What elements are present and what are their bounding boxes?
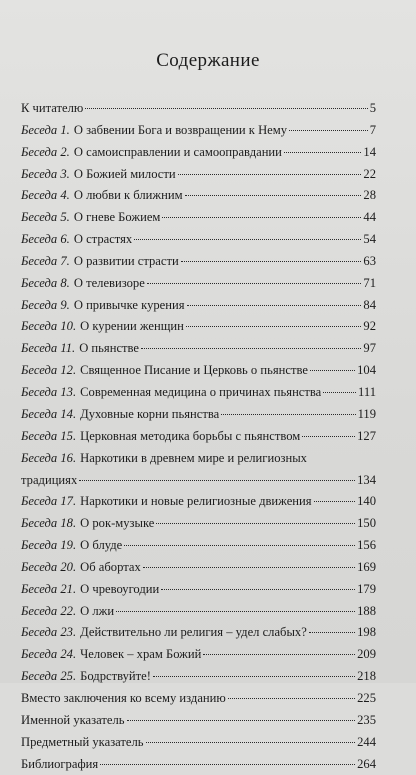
toc-entry-title: Священное Писание и Церковь о пьянстве — [80, 363, 308, 377]
toc-leader-dots — [302, 436, 355, 437]
toc-entry — [21, 163, 376, 185]
toc-entry — [21, 643, 376, 665]
toc-entry-page: 84 — [363, 298, 376, 312]
toc-entry — [21, 294, 376, 316]
toc-entry-title: О телевизоре — [73, 276, 145, 290]
toc-entry — [21, 447, 376, 491]
toc-leader-dots — [85, 108, 367, 109]
toc-entry-label: Беседа 21. — [21, 582, 77, 596]
toc-entry — [21, 665, 376, 687]
toc-entry-title: О гневе Божием — [73, 210, 161, 224]
toc-entry-page: 22 — [363, 167, 376, 181]
toc-entry-label: Беседа 5. — [21, 210, 70, 224]
toc-entry-page: 169 — [357, 560, 376, 574]
toc-entry-title: Библиография — [21, 757, 99, 771]
toc-leader-dots — [289, 130, 368, 131]
toc-leader-dots — [221, 414, 355, 415]
toc-entry-title: О пьянстве — [79, 341, 140, 355]
toc-entry-page: 14 — [363, 145, 376, 159]
toc-entry — [21, 578, 376, 600]
toc-entry-label: Беседа 15. — [21, 429, 77, 443]
toc-entry-label: Беседа 16. — [21, 451, 77, 465]
toc-entry — [21, 709, 376, 731]
toc-entry-title: О лжи — [80, 604, 115, 618]
toc-entry-page: 140 — [357, 494, 376, 508]
toc-entry — [21, 141, 376, 163]
toc-entry-page: 71 — [363, 276, 376, 290]
toc-entry-title: О развитии страсти — [73, 254, 179, 268]
toc-leader-dots — [79, 480, 355, 481]
toc-entry-title: Наркотики и новые религиозные движения — [80, 494, 312, 508]
toc-entry — [21, 359, 376, 381]
toc-entry — [21, 403, 376, 425]
toc-entry-page: 150 — [357, 516, 376, 530]
toc-entry-page: 7 — [369, 123, 376, 137]
toc-leader-dots — [323, 392, 356, 393]
toc-entry-title: Вместо заключения ко всему изданию — [21, 691, 226, 705]
toc-entry — [21, 490, 376, 512]
toc-leader-dots — [186, 326, 362, 327]
toc-leader-dots — [187, 305, 362, 306]
toc-entry-title: О забвении Бога и возвращении к Нему — [73, 123, 288, 137]
toc-entry-page: 134 — [357, 473, 376, 487]
toc-leader-dots — [143, 567, 355, 568]
toc-leader-dots — [185, 195, 362, 196]
toc-entry — [21, 731, 376, 753]
toc-leader-dots — [310, 370, 355, 371]
toc-entry — [21, 228, 376, 250]
toc-leader-dots — [127, 720, 356, 721]
toc-entry-page: 92 — [363, 319, 376, 333]
toc-leader-dots — [100, 764, 355, 765]
toc-entry — [21, 534, 376, 556]
toc-entry-title: Современная медицина о причинах пьянства — [80, 385, 322, 399]
toc-entry-page: 188 — [357, 604, 376, 618]
toc-leader-dots — [147, 283, 362, 284]
toc-entry-label: Беседа 24. — [21, 647, 77, 661]
toc-entry — [21, 556, 376, 578]
toc-entry-page: 54 — [363, 232, 376, 246]
toc-entry — [21, 119, 376, 141]
toc-entry-label: Беседа 18. — [21, 516, 77, 530]
toc-entry-page: 5 — [369, 101, 376, 115]
toc-entry-title: О привычке курения — [73, 298, 185, 312]
toc-entry — [21, 250, 376, 272]
toc-entry-title: Предметный указатель — [21, 735, 144, 749]
toc-entry-title: К читателю — [21, 101, 84, 115]
toc-entry-page: 63 — [363, 254, 376, 268]
toc-entry — [21, 425, 376, 447]
toc-entry — [21, 687, 376, 709]
toc-entry-page: 44 — [363, 210, 376, 224]
toc-entry-label: Беседа 12. — [21, 363, 77, 377]
toc-entry-title: О Божией милости — [73, 167, 176, 181]
toc-leader-dots — [203, 654, 355, 655]
toc-entry-title: О самоисправлении и самооправдании — [73, 145, 282, 159]
toc-entry-label: Беседа 14. — [21, 407, 77, 421]
toc-entry-title: Действительно ли религия – удел слабых? — [80, 625, 307, 639]
toc-leader-dots — [162, 217, 361, 218]
toc-entry-page: 209 — [357, 647, 376, 661]
toc-leader-dots — [141, 348, 361, 349]
toc-entry-label: Беседа 13. — [21, 385, 77, 399]
toc-entry-page: 244 — [357, 735, 376, 749]
toc-entry-title: Церковная методика борьбы с пьянством — [80, 429, 301, 443]
toc-entry-title: О курении женщин — [80, 319, 184, 333]
toc-entry-label: Беседа 2. — [21, 145, 70, 159]
toc-leader-dots — [124, 545, 355, 546]
toc-entry-title: О любви к ближним — [73, 188, 183, 202]
toc-entry-page: 264 — [357, 757, 376, 771]
toc-entry-label: Беседа 10. — [21, 319, 77, 333]
toc-leader-dots — [309, 632, 355, 633]
toc-entry-title-cont: традициях — [21, 473, 78, 487]
toc-entry — [21, 512, 376, 534]
toc-entry-title: Духовные корни пьянства — [80, 407, 220, 421]
toc-entry-page: 127 — [357, 429, 376, 443]
toc-entry-title: Бодрствуйте! — [80, 669, 151, 683]
page-title: Содержание — [156, 50, 260, 71]
toc-entry-label: Беседа 19. — [21, 538, 77, 552]
toc-entry-label: Беседа 1. — [21, 123, 70, 137]
toc-entry-page: 119 — [357, 407, 376, 421]
toc-entry-label: Беседа 11. — [21, 341, 76, 355]
toc-entry-label: Беседа 8. — [21, 276, 70, 290]
toc-entry-page: 198 — [357, 625, 376, 639]
toc-leader-dots — [161, 589, 355, 590]
toc-entry-label: Беседа 9. — [21, 298, 70, 312]
toc-entry — [21, 315, 376, 337]
toc-leader-dots — [284, 152, 361, 153]
toc-entry-page: 28 — [363, 188, 376, 202]
toc-entry — [21, 206, 376, 228]
toc-entry-label: Беседа 6. — [21, 232, 70, 246]
toc-entry-page: 218 — [357, 669, 376, 683]
toc-entry-title: Именной указатель — [21, 713, 125, 727]
toc-entry — [21, 621, 376, 643]
toc-entry — [21, 337, 376, 359]
toc-entry-label: Беседа 22. — [21, 604, 77, 618]
toc-entry-page: 97 — [363, 341, 376, 355]
toc-entry-title: О чревоугодии — [80, 582, 160, 596]
toc-entry-page: 235 — [357, 713, 376, 727]
toc-entry-page: 111 — [358, 385, 376, 399]
toc-entry — [21, 381, 376, 403]
toc-entry-page: 179 — [357, 582, 376, 596]
toc-entry-page: 225 — [357, 691, 376, 705]
toc-entry-title: О рок-музыке — [80, 516, 155, 530]
toc-leader-dots — [156, 523, 355, 524]
toc-entry — [21, 184, 376, 206]
toc-entry-label: Беседа 17. — [21, 494, 77, 508]
toc-leader-dots — [134, 239, 361, 240]
toc-leader-dots — [228, 698, 355, 699]
toc-entry-label: Беседа 25. — [21, 669, 77, 683]
toc-leader-dots — [153, 676, 355, 677]
toc-entry-title: Об абортах — [80, 560, 141, 574]
toc-leader-dots — [178, 174, 362, 175]
toc-leader-dots — [146, 742, 356, 743]
toc-entry — [21, 97, 376, 119]
toc-entry-page: 104 — [357, 363, 376, 377]
toc-leader-dots — [116, 611, 355, 612]
toc-entry-label: Беседа 7. — [21, 254, 70, 268]
toc-entry-label: Беседа 4. — [21, 188, 70, 202]
toc-entry-label: Беседа 23. — [21, 625, 77, 639]
toc-entry-label: Беседа 3. — [21, 167, 70, 181]
toc-leader-dots — [314, 501, 356, 502]
toc-entry-title: Человек – храм Божий — [80, 647, 202, 661]
toc-entry-title: Наркотики в древнем мире и религиозных — [80, 451, 307, 465]
toc-entry-label: Беседа 20. — [21, 560, 77, 574]
toc-entry-page: 156 — [357, 538, 376, 552]
toc-entry — [21, 753, 376, 775]
toc-entry-title: О страстях — [73, 232, 133, 246]
toc-entry — [21, 272, 376, 294]
toc-entry-title: О блуде — [80, 538, 123, 552]
toc-leader-dots — [181, 261, 362, 262]
toc-entry — [21, 600, 376, 622]
